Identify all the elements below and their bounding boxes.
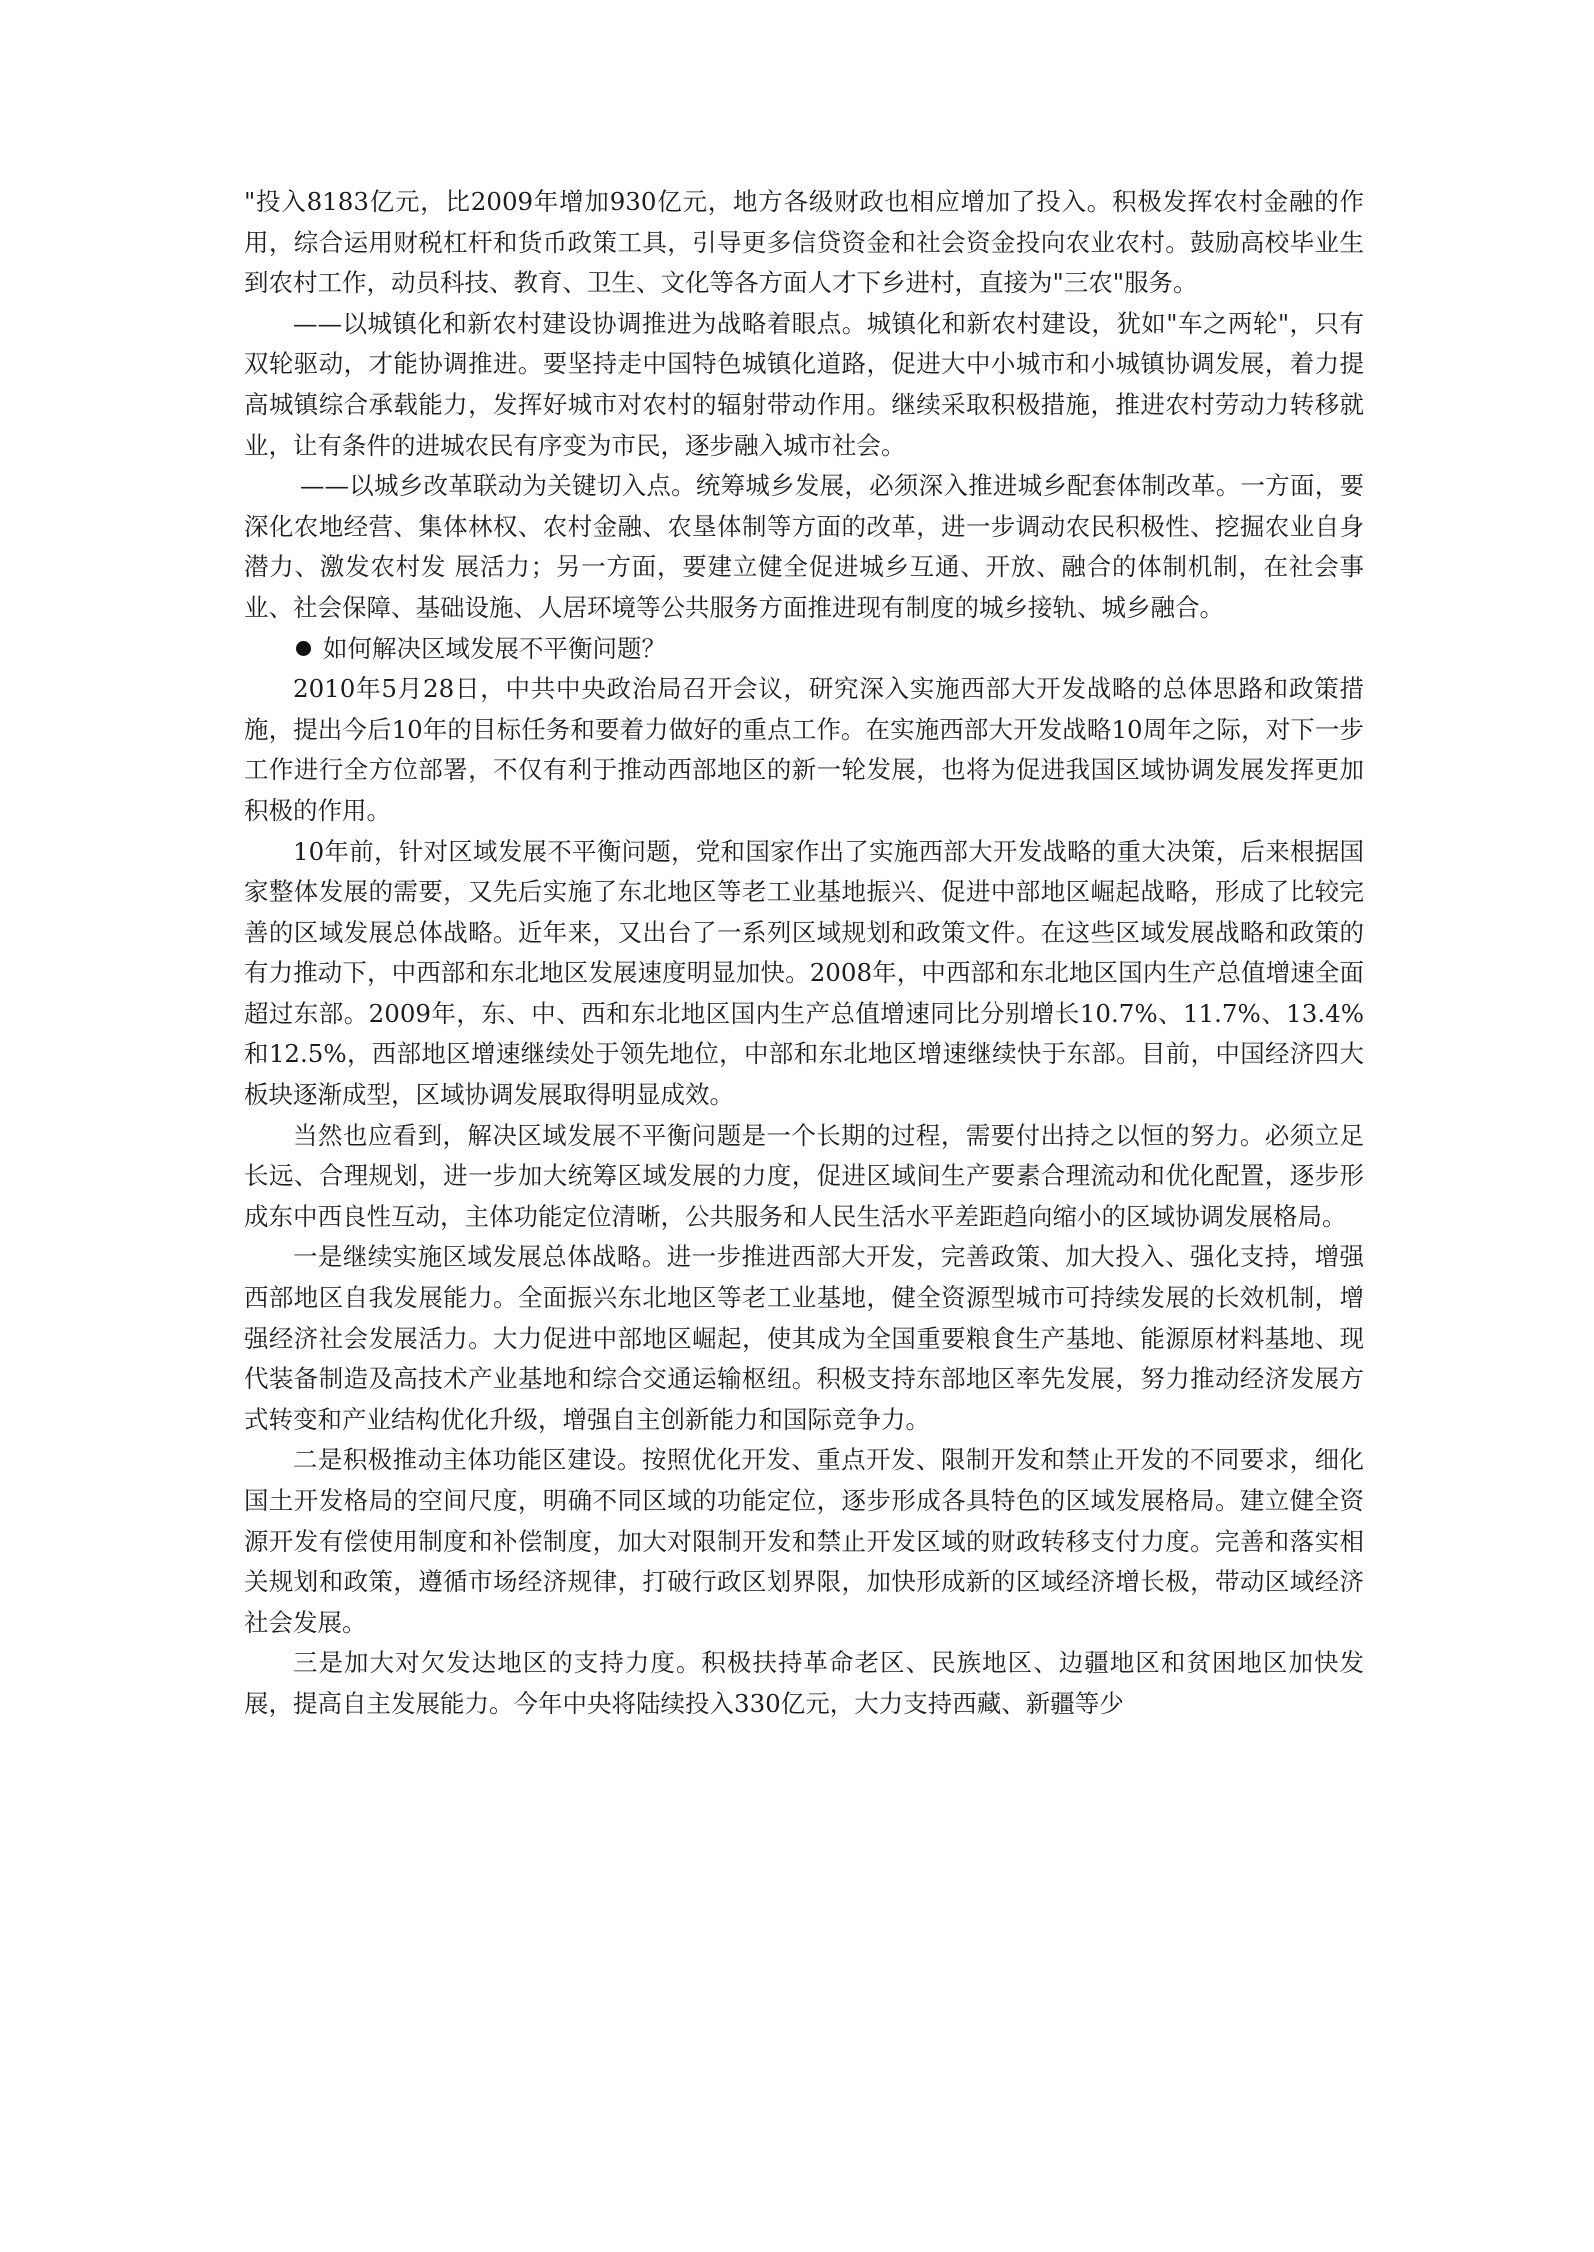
section-heading-text: 如何解决区域发展不平衡问题？ [323,633,666,663]
paragraph-point-three: 三是加大对欠发达地区的支持力度。积极扶持革命老区、民族地区、边疆地区和贫困地区加快发展，提高自主发展能力。今年中央将陆续投入330亿元，大力支持西藏、新疆等少 [244,1648,1364,1718]
bullet-dot-icon [296,641,311,656]
paragraph-point-two: 二是积极推动主体功能区建设。按照优化开发、重点开发、限制开发和禁止开发的不同要求，细化国土开发格局的空间尺度，明确不同区域的功能定位，逐步形成各具特色的区域发展格局。建立健全资源开发有偿使用制度和补偿制度，加大对限制开发和禁止开发区域的财政转移支付力度。完善和落实相关规划和政策，遵循市场经济规律，打破行政区划界限，加快形成新的区域经济增长极，带动区域经济社会发展。 [244,1445,1364,1637]
paragraph-long-term-process: 当然也应看到，解决区域发展不平衡问题是一个长期的过程，需要付出持之以恒的努力。必须立足长远、合理规划，进一步加大统筹区域发展的力度，促进区域间生产要素合理流动和优化配置，逐步形成东中西良性互动，主体功能定位清晰，公共服务和人民生活水平差距趋向缩小的区域协调发展格局。 [244,1120,1364,1231]
section-heading-regional-balance [244,629,1364,670]
paragraph-point-one: 一是继续实施区域发展总体战略。进一步推进西部大开发，完善政策、加大投入、强化支持，增强西部地区自我发展能力。全面振兴东北地区等老工业基地，健全资源型城市可持续发展的长效机制，增强经济社会发展活力。大力促进中部地区崛起，使其成为全国重要粮食生产基地、能源原材料基地、现代装备制造及高技术产业基地和综合交通运输枢纽。积极支持东部地区率先发展，努力推动经济发展方式转变和产业结构优化升级，增强自主创新能力和国际竞争力。 [244,1242,1364,1434]
paragraph-reform-linkage: ——以城乡改革联动为关键切入点。统筹城乡发展，必须深入推进城乡配套体制改革。一方面，要深化农地经营、集体林权、农村金融、农垦体制等方面的改革，进一步调动农民积极性、挖掘农业自身潜力、激发农村发 展活力；另一方面，要建立健全促进城乡互通、开放、融合的体制机制，在社会事业、社会保障、基础设施、人居环境等公共服务方面推进现有制度的城乡接轨、城乡融合。 [244,471,1364,622]
body-text [244,182,1364,1725]
paragraph-funding-continuation: "投入8183亿元，比2009年增加930亿元，地方各级财政也相应增加了投入。积极发挥农村金融的作用，综合运用财税杠杆和货币政策工具，引导更多信贷资金和社会资金投向农业农村。鼓励高校毕业生到农村工作，动员科技、教育、卫生、文化等各方面人才下乡进村，直接为"三农"服务。 [244,187,1364,298]
paragraph-urbanization: ——以城镇化和新农村建设协调推进为战略着眼点。城镇化和新农村建设，犹如"车之两轮"，只有双轮驱动，才能协调推进。要坚持走中国特色城镇化道路，促进大中小城市和小城镇协调发展，着力提高城镇综合承载能力，发挥好城市对农村的辐射带动作用。继续采取积极措施，推进农村劳动力转移就业，让有条件的进城农民有序变为市民，逐步融入城市社会。 [244,308,1364,460]
paragraph-ten-years-ago: 10年前，针对区域发展不平衡问题，党和国家作出了实施西部大开发战略的重大决策，后来根据国家整体发展的需要，又先后实施了东北地区等老工业基地振兴、促进中部地区崛起战略，形成了比较完善的区域发展总体战略。近年来，又出台了一系列区域规划和政策文件。在这些区域发展战略和政策的有力推动下，中西部和东北地区发展速度明显加快。2008年，中西部和东北地区国内生产总值增速全面超过东部。2009年，东、中、西和东北地区国内生产总值增速同比分别增长10.7%、11.7%、13.4%和12.5%，西部地区增速继续处于领先地位，中部和东北地区增速继续快于东部。目前，中国经济四大板块逐渐成型，区域协调发展取得明显成效。 [244,836,1364,1110]
paragraph-politburo-meeting: 2010年5月28日，中共中央政治局召开会议，研究深入实施西部大开发战略的总体思路和政策措施，提出今后10年的目标任务和要着力做好的重点工作。在实施西部大开发战略10周年之际，对下一步工作进行全方位部署，不仅有利于推动西部地区的新一轮发展，也将为促进我国区域协调发展发挥更加积极的作用。 [244,674,1364,825]
